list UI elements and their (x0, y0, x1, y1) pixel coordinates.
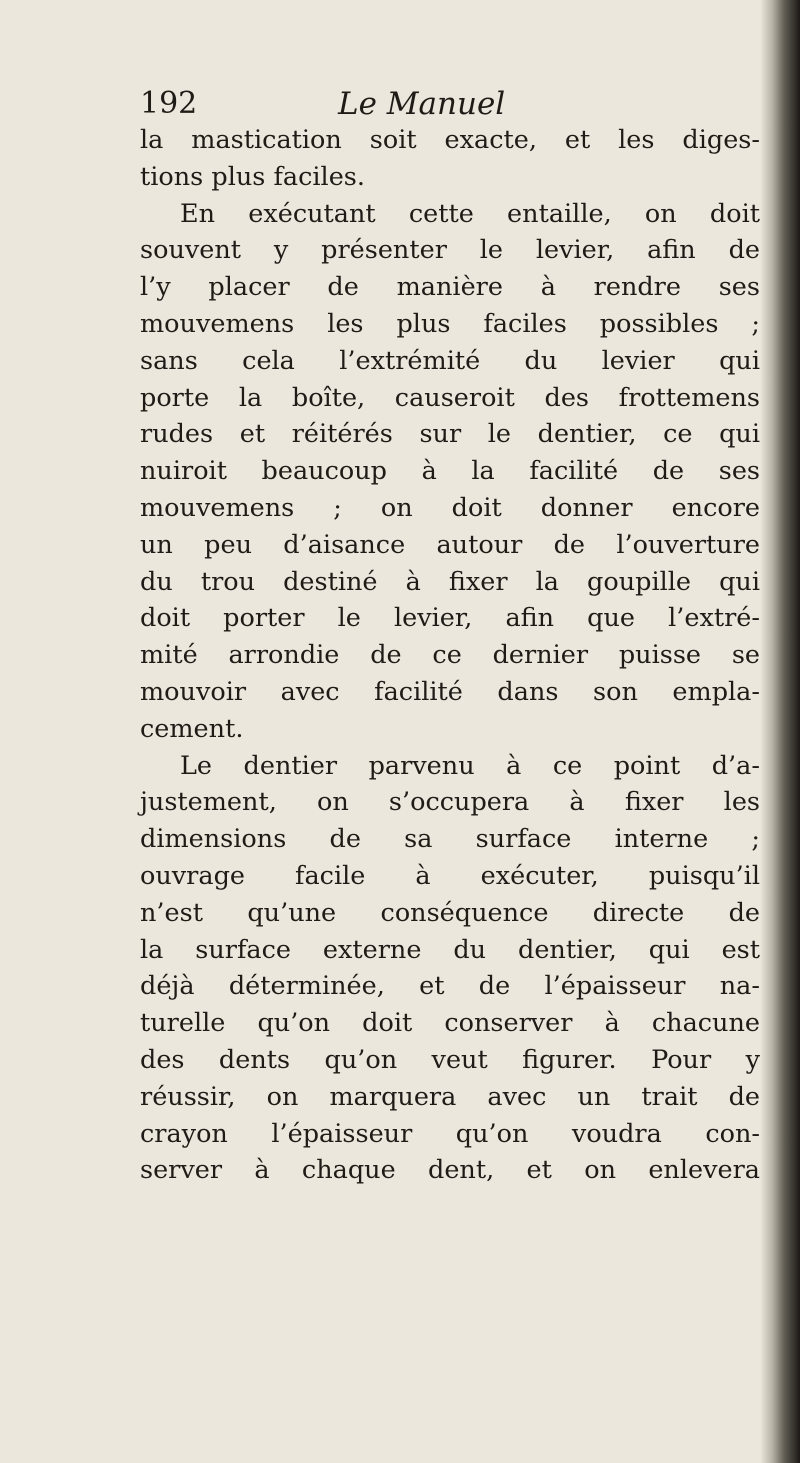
text-line: porte la boîte, causeroit des frottemens (140, 382, 760, 413)
running-head (140, 84, 700, 124)
text-line: du trou destiné à fixer la goupille qui (140, 566, 760, 597)
text-line: mouvemens les plus faciles possibles ; (140, 308, 760, 339)
text-line: nuiroit beaucoup à la facilité de ses (140, 456, 760, 487)
text-line: réussir, on marquera avec un trait de (140, 1081, 760, 1112)
text-line: doit porter le levier, afin que l’extré- (140, 603, 760, 634)
text-line: mouvemens ; on doit donner encore (140, 492, 760, 523)
running-head-title: Le Manuel (338, 86, 506, 122)
text-line: cement. (140, 713, 244, 744)
text-line: déjà déterminée, et de l’épaisseur na- (140, 971, 760, 1002)
text-line: turelle qu’on doit conserver à chacune (140, 1008, 760, 1039)
text-line: crayon l’épaisseur qu’on voudra con- (140, 1118, 760, 1149)
text-line: des dents qu’on veut figurer. Pour y (140, 1044, 760, 1075)
text-line: n’est qu’une conséquence directe de (140, 897, 760, 928)
text-line: mouvoir avec facilité dans son empla- (140, 676, 760, 707)
text-line: Le dentier parvenu à ce point d’a- (180, 750, 760, 781)
page-number: 192 (140, 86, 198, 121)
text-line: la surface externe du dentier, qui est (140, 934, 760, 965)
body-text (140, 122, 760, 1189)
text-line: rudes et réitérés sur le dentier, ce qui (140, 419, 760, 450)
text-line: souvent y présenter le levier, afin de (140, 235, 760, 266)
page-binding-edge (760, 0, 800, 1463)
text-line: justement, on s’occupera à fixer les (140, 787, 760, 818)
text-line: un peu d’aisance autour de l’ouverture (140, 529, 760, 560)
text-line: ouvrage facile à exécuter, puisqu’il (140, 860, 760, 891)
text-line: server à chaque dent, et on enlevera (140, 1155, 760, 1186)
text-line: En exécutant cette entaille, on doit (180, 198, 760, 229)
text-line: tions plus faciles. (140, 161, 365, 192)
text-line: l’y placer de manière à rendre ses (140, 272, 760, 303)
text-line: mité arrondie de ce dernier puisse se (140, 640, 760, 671)
text-line: sans cela l’extrémité du levier qui (140, 345, 760, 376)
text-line: dimensions de sa surface interne ; (140, 824, 760, 855)
text-line: la mastication soit exacte, et les diges- (140, 125, 760, 155)
